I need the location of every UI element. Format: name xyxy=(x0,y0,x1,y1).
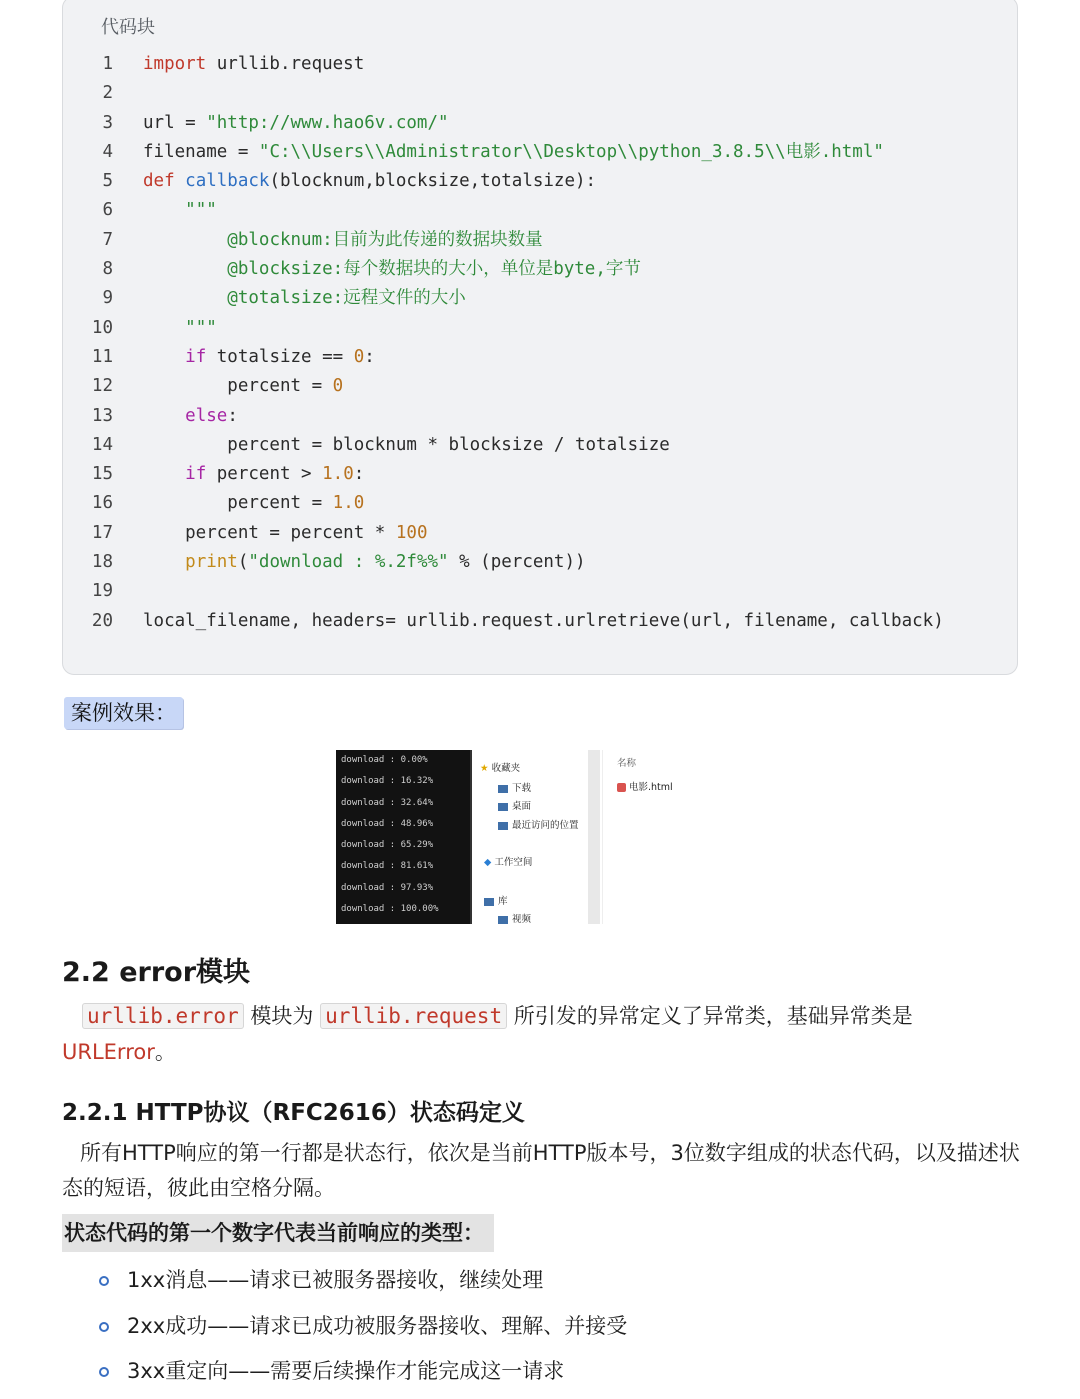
terminal-line: download : 100.00% xyxy=(341,904,439,915)
terminal-line: download : 0.00% xyxy=(341,755,428,765)
code-text: def callback(blocknum,blocksize,totalsize): xyxy=(143,171,597,192)
tree-scrollbar[interactable] xyxy=(588,750,600,924)
code-line xyxy=(63,489,1017,518)
line-number: 7 xyxy=(102,229,113,250)
folder-tree xyxy=(470,750,602,924)
code-line xyxy=(63,284,1017,313)
line-number: 15 xyxy=(91,464,113,485)
list-item: 1xx消息——请求已被服务器接收，继续处理 xyxy=(96,1262,627,1308)
code-line xyxy=(63,548,1017,577)
terminal-line: download : 48.96% xyxy=(341,818,434,829)
code-text: print("download : %.2f%%" % (percent)) xyxy=(185,552,586,573)
line-number: 3 xyxy=(102,112,113,133)
code-line xyxy=(63,50,1017,79)
line-number: 20 xyxy=(91,610,113,631)
code-text: if percent > 1.0: xyxy=(185,464,365,485)
line-number: 6 xyxy=(102,200,113,221)
code-line xyxy=(63,196,1017,225)
terminal-output xyxy=(336,750,470,924)
line-number: 4 xyxy=(102,141,113,162)
code-text: percent = 1.0 xyxy=(143,493,365,514)
code-text: percent = blocknum * blocksize / totalsize xyxy=(143,434,670,455)
tree-item-workspace[interactable]: ◆ 工作空间 xyxy=(484,857,533,868)
code-text: percent = percent * 100 xyxy=(143,522,428,543)
tree-item-favorites[interactable]: ★ 收藏夹 xyxy=(480,763,521,774)
code-line xyxy=(63,343,1017,372)
line-number: 5 xyxy=(102,171,113,192)
file-list xyxy=(602,750,747,924)
line-number: 11 xyxy=(91,346,113,367)
code-text: """ xyxy=(185,317,217,338)
code-line xyxy=(63,519,1017,548)
line-number: 14 xyxy=(91,434,113,455)
line-number: 10 xyxy=(91,317,113,338)
section-title-error-module: 2.2 error模块 xyxy=(62,957,251,988)
code-text: percent = 0 xyxy=(143,376,344,397)
error-module-paragraph: urllib.error 模块为 urllib.request 所引发的异常定义了异常类，基础异常类是 URLError。 xyxy=(62,1004,913,1064)
line-number: 19 xyxy=(91,581,113,602)
code-text: url = "http://www.hao6v.com/" xyxy=(143,112,449,133)
line-number: 9 xyxy=(102,288,113,309)
code-lines xyxy=(63,50,1017,636)
code-text: import urllib.request xyxy=(143,54,365,74)
line-number: 1 xyxy=(102,54,113,74)
file-list-header: 名称 xyxy=(617,758,637,769)
code-line xyxy=(63,431,1017,460)
result-screenshot xyxy=(336,750,746,924)
code-line xyxy=(63,255,1017,284)
terminal-line: download : 81.61% xyxy=(341,861,434,872)
line-number: 2 xyxy=(102,83,113,104)
code-block xyxy=(62,0,1018,675)
code-line xyxy=(63,577,1017,606)
line-number: 16 xyxy=(91,493,113,514)
diamond-icon: ◆ xyxy=(484,857,492,868)
list-item: 3xx重定向——需要后续操作才能完成这一请求 xyxy=(96,1353,627,1399)
tree-item-recent[interactable]: 最近访问的位置 xyxy=(498,817,579,831)
code-line xyxy=(63,138,1017,167)
folder-icon xyxy=(498,822,508,830)
http-status-paragraph: 所有HTTP响应的第一行都是状态行，依次是当前HTTP版本号，3位数字组成的状态代码，以及描述状态的短语，彼此由空格分隔。 xyxy=(62,1141,1020,1200)
section-title-http-status: 2.2.1 HTTP协议（RFC2616）状态码定义 xyxy=(62,1100,525,1126)
line-number: 8 xyxy=(102,259,113,280)
tree-item-library[interactable]: 库 xyxy=(484,893,508,907)
inline-code-urllib-error: urllib.error xyxy=(82,1003,244,1029)
code-line xyxy=(63,167,1017,196)
effect-label: 案例效果： xyxy=(64,697,183,729)
code-line xyxy=(63,402,1017,431)
status-code-highlight: 状态代码的第一个数字代表当前响应的类型： xyxy=(62,1214,494,1252)
code-block-title: 代码块 xyxy=(101,17,155,38)
code-text: @blocksize:每个数据块的大小，单位是byte,字节 xyxy=(227,259,641,280)
code-line xyxy=(63,460,1017,489)
code-text: local_filename, headers= urllib.request.urlretrieve(url, filename, callback) xyxy=(143,610,944,631)
inline-code-urllib-request: urllib.request xyxy=(320,1003,507,1029)
line-number: 13 xyxy=(91,405,113,426)
folder-icon xyxy=(498,785,508,793)
urlerror-text: URLError xyxy=(62,1040,155,1064)
code-text: """ xyxy=(185,200,217,221)
folder-icon xyxy=(498,916,508,924)
code-text: @totalsize:远程文件的大小 xyxy=(227,288,466,309)
tree-item-downloads[interactable]: 下载 xyxy=(498,780,531,794)
code-text: if totalsize == 0: xyxy=(185,346,375,367)
tree-item-videos[interactable]: 视频 xyxy=(498,911,531,925)
code-line xyxy=(63,314,1017,343)
line-number: 18 xyxy=(91,552,113,573)
code-line xyxy=(63,372,1017,401)
code-line xyxy=(63,109,1017,138)
code-text: filename = "C:\\Users\\Administrator\\Desktop\\python_3.8.5\\电影.html" xyxy=(143,141,884,162)
list-item: 2xx成功——请求已成功被服务器接收、理解、并接受 xyxy=(96,1308,627,1354)
folder-icon xyxy=(484,898,494,906)
code-line xyxy=(63,607,1017,636)
tree-item-desktop[interactable]: 桌面 xyxy=(498,798,531,812)
line-number: 17 xyxy=(91,522,113,543)
code-line xyxy=(63,79,1017,108)
terminal-line: download : 32.64% xyxy=(341,797,434,808)
terminal-line: download : 16.32% xyxy=(341,776,434,787)
code-text: @blocknum:目前为此传递的数据块数量 xyxy=(227,229,543,250)
terminal-line: download : 65.29% xyxy=(341,840,434,851)
star-icon: ★ xyxy=(480,763,489,774)
code-line xyxy=(63,226,1017,255)
code-text: else: xyxy=(185,405,238,426)
file-item[interactable]: 电影.html xyxy=(617,779,673,793)
terminal-line: download : 97.93% xyxy=(341,882,434,893)
line-number: 12 xyxy=(91,376,113,397)
status-code-list xyxy=(96,1262,627,1399)
folder-icon xyxy=(498,803,508,811)
html-file-icon xyxy=(617,783,626,792)
